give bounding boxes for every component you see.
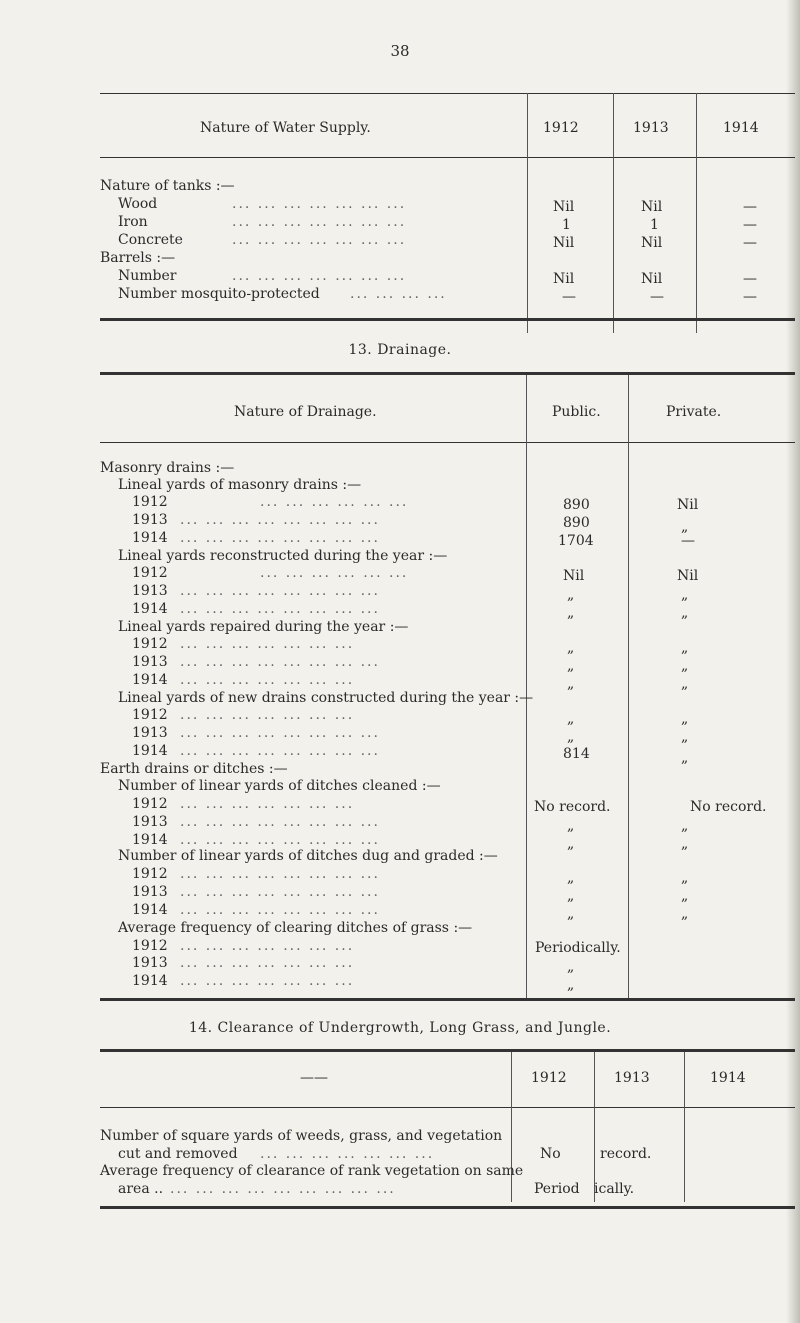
cell: „ — [681, 836, 689, 852]
group-heading: Number of linear yards of ditches cleaned :— — [118, 778, 441, 794]
cell: 1 — [650, 217, 659, 233]
group-heading: Lineal yards of new drains constructed during the year :— — [118, 690, 534, 706]
cell: „ — [567, 888, 575, 904]
period-text: Period — [534, 1181, 580, 1197]
year-label: 1912 — [132, 565, 168, 581]
cell: „ — [567, 587, 575, 603]
year-label: 1913 — [132, 512, 168, 528]
cell: „ — [567, 870, 575, 886]
year-label: 1913 — [132, 654, 168, 670]
cell: 814 — [563, 746, 590, 762]
cell: „ — [567, 906, 575, 922]
cell: „ — [567, 676, 575, 692]
year-label: 1914 — [132, 832, 168, 848]
year-label: 1912 — [132, 866, 168, 882]
cell: „ — [681, 587, 689, 603]
water-header-1913: 1913 — [633, 120, 669, 136]
cell: No record. — [534, 799, 611, 815]
cell: „ — [567, 818, 575, 834]
clearance-row2-label: Average frequency of clearance of rank vegetation on same — [100, 1163, 524, 1179]
cell: „ — [681, 640, 689, 656]
year-label: 1912 — [132, 796, 168, 812]
cell: — — [681, 533, 695, 549]
cell: „ — [681, 888, 689, 904]
water-header-1912: 1912 — [543, 120, 579, 136]
cell: — — [743, 289, 757, 305]
cell: „ — [681, 658, 689, 674]
year-label: 1912 — [132, 707, 168, 723]
cell: Nil — [641, 235, 663, 251]
water-header-nature: Nature of Water Supply. — [200, 120, 371, 136]
page-number: 38 — [390, 42, 410, 60]
clearance-header-1913: 1913 — [614, 1070, 650, 1086]
drainage-header-private: Private. — [666, 404, 722, 420]
row-label: Concrete — [118, 232, 183, 248]
cell: „ — [567, 977, 575, 993]
group-heading: Lineal yards repaired during the year :— — [118, 619, 409, 635]
cell: 1704 — [558, 533, 594, 549]
row-label: Number — [118, 268, 177, 284]
year-label: 1912 — [132, 938, 168, 954]
cell: „ — [681, 676, 689, 692]
cell: „ — [567, 729, 575, 745]
cell: „ — [681, 519, 689, 535]
cell: 890 — [563, 515, 590, 531]
drainage-header-public: Public. — [552, 404, 601, 420]
cell: — — [743, 271, 757, 287]
group-heading: Lineal yards reconstructed during the year :— — [118, 548, 448, 564]
drainage-header-nature: Nature of Drainage. — [234, 404, 377, 420]
cell: Nil — [553, 235, 575, 251]
cell: — — [743, 217, 757, 233]
cell: Nil — [553, 199, 575, 215]
cell: „ — [567, 959, 575, 975]
clearance-title: 14. Clearance of Undergrowth, Long Grass, and Jungle. — [188, 1020, 612, 1036]
cell: — — [562, 289, 576, 305]
cell: — — [650, 289, 664, 305]
water-header-1914: 1914 — [723, 120, 759, 136]
tanks-heading: Nature of tanks :— — [100, 178, 235, 194]
year-label: 1914 — [132, 601, 168, 617]
year-label: 1913 — [132, 814, 168, 830]
cell: — — [743, 235, 757, 251]
cell: „ — [681, 818, 689, 834]
cell: „ — [681, 729, 689, 745]
group-heading: Lineal yards of masonry drains :— — [118, 477, 362, 493]
year-label: 1912 — [132, 636, 168, 652]
cell: Nil — [641, 271, 663, 287]
cell: Nil — [553, 271, 575, 287]
drainage-title: 13. Drainage. — [348, 342, 452, 358]
year-label: 1914 — [132, 973, 168, 989]
page-edge-shadow — [786, 0, 800, 1323]
record-text: record. — [600, 1146, 652, 1162]
cell: Nil — [677, 568, 699, 584]
year-label: 1914 — [132, 902, 168, 918]
cell: „ — [681, 750, 689, 766]
clearance-row1-label: Number of square yards of weeds, grass, and vegetation — [100, 1128, 503, 1144]
earth-heading: Earth drains or ditches :— — [100, 761, 288, 777]
year-label: 1913 — [132, 583, 168, 599]
cell: „ — [567, 605, 575, 621]
cell: „ — [681, 605, 689, 621]
cell: „ — [567, 640, 575, 656]
row-label: Number mosquito-protected — [118, 286, 320, 302]
cell: „ — [681, 870, 689, 886]
clearance-row1-label-cont: cut and removed — [118, 1146, 238, 1162]
group-heading: Number of linear yards of ditches dug and graded :— — [118, 848, 498, 864]
year-label: 1913 — [132, 725, 168, 741]
periodically-text: Periodically. — [535, 940, 621, 956]
cell: „ — [567, 836, 575, 852]
year-label: 1914 — [132, 743, 168, 759]
year-label: 1913 — [132, 955, 168, 971]
cell: Nil — [563, 568, 585, 584]
no-text: No — [540, 1146, 561, 1162]
year-label: 1914 — [132, 672, 168, 688]
cell: „ — [681, 711, 689, 727]
cell: — — [743, 199, 757, 215]
year-label: 1914 — [132, 530, 168, 546]
cell: „ — [567, 658, 575, 674]
cell: 890 — [563, 497, 590, 513]
masonry-heading: Masonry drains :— — [100, 460, 235, 476]
clearance-header-dash: —— — [300, 1070, 328, 1086]
clearance-header-1912: 1912 — [531, 1070, 567, 1086]
cell: No record. — [690, 799, 767, 815]
clearance-header-1914: 1914 — [710, 1070, 746, 1086]
barrels-heading: Barrels :— — [100, 250, 176, 266]
cell: „ — [681, 906, 689, 922]
group-heading: Average frequency of clearing ditches of grass :— — [118, 920, 473, 936]
cell: „ — [567, 711, 575, 727]
year-label: 1912 — [132, 494, 168, 510]
ically-text: ically. — [594, 1181, 635, 1197]
cell: Nil — [677, 497, 699, 513]
clearance-row2-label-cont: area .. — [118, 1181, 164, 1197]
row-label: Wood — [118, 196, 158, 212]
cell: 1 — [562, 217, 571, 233]
row-label: Iron — [118, 214, 148, 230]
cell: Nil — [641, 199, 663, 215]
year-label: 1913 — [132, 884, 168, 900]
